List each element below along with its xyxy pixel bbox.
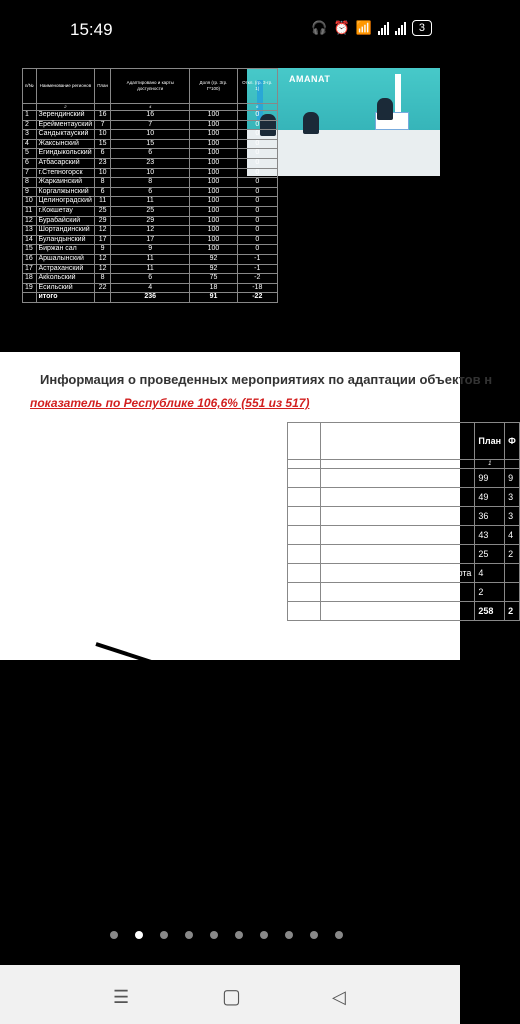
table-cell: 4 <box>288 526 321 545</box>
table-cell: Акkольский <box>36 274 95 284</box>
table-row <box>23 254 278 264</box>
status-icons <box>311 20 432 36</box>
table-cell: 0 <box>237 187 277 197</box>
table-cell: 2 <box>505 545 520 564</box>
table-row <box>23 197 278 207</box>
table-cell: 4 <box>111 283 190 293</box>
table-cell: Буландынский <box>36 235 95 245</box>
page-dot[interactable] <box>210 931 218 939</box>
table-row <box>288 526 520 545</box>
table-cell: 2 <box>23 120 37 130</box>
table-cell: 18 <box>190 283 237 293</box>
table-row <box>23 216 278 226</box>
table-row <box>288 507 520 526</box>
table-cell: 6 <box>23 158 37 168</box>
table-cell: 7 <box>288 583 321 602</box>
table-cell: 12 <box>95 264 111 274</box>
table-cell: 12 <box>95 226 111 236</box>
page-dot[interactable] <box>285 931 293 939</box>
table-cell: 8 <box>95 178 111 188</box>
page-dot[interactable] <box>110 931 118 939</box>
table-row <box>288 583 520 602</box>
table-cell: 4 <box>23 139 37 149</box>
total-cell: 2 <box>505 602 520 621</box>
table-cell: Бурабайский <box>36 216 95 226</box>
table-cell: 100 <box>190 130 237 140</box>
table-cell: 6 <box>95 149 111 159</box>
table-cell: 75 <box>190 274 237 284</box>
table-cell: 0 <box>237 149 277 159</box>
table-cell: 29 <box>111 216 190 226</box>
table-cell: Управление культуры <box>320 545 475 564</box>
table-cell: Зерендинский <box>36 111 95 121</box>
regions-index-cell <box>190 104 237 111</box>
table-row <box>23 158 278 168</box>
regions-header-1: Наименование регионов <box>36 69 95 104</box>
table-cell: 25 <box>111 206 190 216</box>
menu-icon[interactable]: ☰ <box>113 987 130 1007</box>
table-cell: Объекты социальной защиты <box>320 583 475 602</box>
table-cell: Управление физ.культуры и спорта <box>320 564 475 583</box>
table-cell: 25 <box>95 206 111 216</box>
table-cell: 16 <box>111 111 190 121</box>
table-cell: 0 <box>237 226 277 236</box>
table-cell: 0 <box>237 111 277 121</box>
table-cell: 8 <box>95 274 111 284</box>
table-cell: 15 <box>95 139 111 149</box>
table-cell: 12 <box>23 216 37 226</box>
table-cell: 3 <box>505 507 520 526</box>
page-dot[interactable] <box>235 931 243 939</box>
page-indicator <box>110 931 343 939</box>
total-cell: Итого <box>320 602 475 621</box>
table-cell: 11 <box>111 197 190 207</box>
table-cell: -18 <box>237 283 277 293</box>
table-cell: Астраханский <box>36 264 95 274</box>
table-cell: 1 <box>23 111 37 121</box>
table-cell: Жаркаинский <box>36 178 95 188</box>
table-cell: 0 <box>237 178 277 188</box>
table-cell: Управление образования <box>320 469 475 488</box>
table-cell: 6 <box>288 564 321 583</box>
total-cell <box>288 602 321 621</box>
table-row <box>23 111 278 121</box>
table-row <box>23 235 278 245</box>
table-cell: 100 <box>190 235 237 245</box>
table-cell: Сандыктауский <box>36 130 95 140</box>
signal-1-icon <box>378 21 389 35</box>
table-cell: 15 <box>23 245 37 255</box>
table-cell: Ерейментауский <box>36 120 95 130</box>
table-cell: 6 <box>111 187 190 197</box>
sectors-header-2: План <box>475 423 505 460</box>
table-cell: 100 <box>190 139 237 149</box>
table-cell: 9 <box>23 187 37 197</box>
table-cell: 9 <box>111 245 190 255</box>
sectors-index-cell <box>505 460 520 469</box>
regions-header-5: Откл. (гр. 3-гр. 1) <box>237 69 277 104</box>
back-icon[interactable]: ◁ <box>332 987 346 1007</box>
table-row <box>23 120 278 130</box>
table-cell: 5 <box>23 149 37 159</box>
table-cell: 0 <box>237 158 277 168</box>
table-cell: 0 <box>237 216 277 226</box>
table-cell: 0 <box>237 235 277 245</box>
table-cell: 0 <box>237 120 277 130</box>
table-cell: Коргалжынский <box>36 187 95 197</box>
table-cell: Егиндыкольский <box>36 149 95 159</box>
table-cell: 100 <box>190 226 237 236</box>
regions-index-cell: 2 <box>36 104 95 111</box>
page-dot[interactable] <box>335 931 343 939</box>
table-cell: Есильский <box>36 283 95 293</box>
table-cell: 3 <box>288 507 321 526</box>
sectors-header-0: п/п № <box>288 423 321 460</box>
table-cell: Жаксынский <box>36 139 95 149</box>
page-dot[interactable] <box>185 931 193 939</box>
regions-header-2: План <box>95 69 111 104</box>
total-cell <box>95 293 111 303</box>
table-cell: 11 <box>111 254 190 264</box>
table-cell: 11 <box>23 206 37 216</box>
table-cell: 3 <box>23 130 37 140</box>
total-cell: итого <box>36 293 95 303</box>
table-cell: г.Степногорск <box>36 168 95 178</box>
regions-index-row <box>23 104 278 111</box>
table-cell: 0 <box>237 245 277 255</box>
table-cell: 14 <box>23 235 37 245</box>
table-cell: 15 <box>111 139 190 149</box>
table-cell: 7 <box>111 120 190 130</box>
sectors-index-cell: 1 <box>475 460 505 469</box>
table-cell: 2 <box>288 488 321 507</box>
table-cell: 8 <box>23 178 37 188</box>
table-cell: 25 <box>475 545 505 564</box>
person-2 <box>303 112 319 134</box>
page-dot[interactable] <box>135 931 143 939</box>
sectors-index-cell: А <box>288 460 321 469</box>
sectors-index-cell: Б <box>320 460 475 469</box>
table-cell: 9 <box>95 245 111 255</box>
slide-subtitle-text: показатель по Республике 106,6% (551 из 517) <box>30 396 310 410</box>
sectors-index-row <box>288 460 520 469</box>
regions-table <box>22 68 278 303</box>
table-cell: 100 <box>190 197 237 207</box>
slide-subtitle <box>30 396 309 410</box>
table-cell: 6 <box>111 149 190 159</box>
table-row <box>23 245 278 255</box>
page-dot[interactable] <box>160 931 168 939</box>
status-time: 15:49 <box>70 20 113 39</box>
table-cell: 100 <box>190 178 237 188</box>
flag-right <box>395 74 401 114</box>
table-cell: Управление здравоохранения <box>320 488 475 507</box>
table-cell: 0 <box>237 168 277 178</box>
page-dot[interactable] <box>260 931 268 939</box>
status-bar <box>0 0 460 60</box>
sectors-header-1: Наименование отраслей <box>320 423 475 460</box>
table-cell: 4 <box>505 526 520 545</box>
table-row <box>23 274 278 284</box>
table-cell: 10 <box>95 168 111 178</box>
battery-icon: 3 <box>412 20 432 36</box>
table-cell <box>505 564 520 583</box>
table-cell: -2 <box>237 274 277 284</box>
table-cell: 22 <box>95 283 111 293</box>
table-cell: 10 <box>111 168 190 178</box>
table-cell: 100 <box>190 168 237 178</box>
table-cell: 11 <box>111 264 190 274</box>
regions-index-cell: 4 <box>111 104 190 111</box>
home-icon[interactable]: ▢ <box>222 986 241 1008</box>
table-cell: 10 <box>23 197 37 207</box>
table-cell: 36 <box>475 507 505 526</box>
table-cell: 100 <box>190 187 237 197</box>
table-cell: 9 <box>505 469 520 488</box>
table-row <box>23 283 278 293</box>
table-row <box>23 264 278 274</box>
table-cell: 10 <box>111 130 190 140</box>
table-cell: 29 <box>95 216 111 226</box>
total-cell <box>23 293 37 303</box>
table-cell: 8 <box>111 178 190 188</box>
table-cell: 7 <box>95 120 111 130</box>
table-row <box>288 564 520 583</box>
person-3 <box>377 98 393 120</box>
table-cell: 99 <box>475 469 505 488</box>
regions-index-cell <box>23 104 37 111</box>
table-cell: 23 <box>95 158 111 168</box>
table-row <box>23 178 278 188</box>
table-cell: 16 <box>95 111 111 121</box>
table-cell: -1 <box>237 264 277 274</box>
table-cell: Госуправление <box>320 507 475 526</box>
table-row <box>288 545 520 564</box>
table-cell: 19 <box>23 283 37 293</box>
regions-header-3: Адаптировано и карты доступности <box>111 69 190 104</box>
table-cell: 1 <box>288 469 321 488</box>
table-cell: 6 <box>111 274 190 284</box>
table-cell: 92 <box>190 264 237 274</box>
logo-text: AMANAT <box>289 74 331 84</box>
table-row <box>23 130 278 140</box>
table-cell: 0 <box>237 130 277 140</box>
table-cell: 5 <box>288 545 321 564</box>
table-cell: 92 <box>190 254 237 264</box>
table-cell: 4 <box>475 564 505 583</box>
sectors-header-3: Ф <box>505 423 520 460</box>
table-cell: 100 <box>190 120 237 130</box>
table-cell: 100 <box>190 149 237 159</box>
wifi-icon: 📶 <box>355 20 372 35</box>
table-row <box>23 187 278 197</box>
table-cell: 0 <box>237 197 277 207</box>
sectors-table <box>287 422 520 621</box>
table-cell: 18 <box>23 274 37 284</box>
table-cell: -1 <box>237 254 277 264</box>
table-cell: 100 <box>190 206 237 216</box>
table-cell: 16 <box>23 254 37 264</box>
table-cell: 11 <box>95 197 111 207</box>
table-cell: 17 <box>23 264 37 274</box>
table-cell: Аршалынский <box>36 254 95 264</box>
regions-index-cell <box>95 104 111 111</box>
navigation-bar <box>0 965 460 1024</box>
table-row <box>23 206 278 216</box>
table-cell: Шортандинский <box>36 226 95 236</box>
total-cell: 236 <box>111 293 190 303</box>
table-cell: г.Кокшетау <box>36 206 95 216</box>
regions-index-cell: 6 <box>237 104 277 111</box>
table-cell: 10 <box>95 130 111 140</box>
table-row <box>23 149 278 159</box>
table-cell: Целиноградский <box>36 197 95 207</box>
table-row <box>23 139 278 149</box>
sectors-total-row <box>288 602 520 621</box>
table-cell: 49 <box>475 488 505 507</box>
table-cell: 13 <box>23 226 37 236</box>
table-cell <box>505 583 520 602</box>
table-cell: 43 <box>475 526 505 545</box>
regions-header-4: Доля (гр. 3гр. Г*100) <box>190 69 237 104</box>
total-cell: 258 <box>475 602 505 621</box>
table-cell: 0 <box>237 206 277 216</box>
page-dot[interactable] <box>310 931 318 939</box>
table-cell: 12 <box>95 254 111 264</box>
table-cell: 17 <box>111 235 190 245</box>
table-cell: Прочие <box>320 526 475 545</box>
total-cell: 91 <box>190 293 237 303</box>
slide-title: Информация о проведенных мероприятиях по адаптации объектов н <box>40 372 493 387</box>
total-cell: -22 <box>237 293 277 303</box>
table-cell: Атбасарский <box>36 158 95 168</box>
table-row <box>23 168 278 178</box>
table-cell: 100 <box>190 245 237 255</box>
alarm-icon: ⏰ <box>333 20 350 35</box>
table-cell: 12 <box>111 226 190 236</box>
table-row <box>288 469 520 488</box>
table-cell: 6 <box>95 187 111 197</box>
table-cell: 0 <box>237 139 277 149</box>
table-cell: 100 <box>190 111 237 121</box>
table-cell: 100 <box>190 216 237 226</box>
table-cell: 3 <box>505 488 520 507</box>
regions-header-0: п/№ <box>23 69 37 104</box>
table-cell: 2 <box>475 583 505 602</box>
signal-2-icon <box>395 21 406 35</box>
table-row <box>23 226 278 236</box>
table-cell: 23 <box>111 158 190 168</box>
table-cell: 7 <box>23 168 37 178</box>
table-row <box>288 488 520 507</box>
table-cell: 100 <box>190 158 237 168</box>
table-cell: Биржан сал <box>36 245 95 255</box>
headphones-icon: 🎧 <box>311 20 328 35</box>
regions-total-row <box>23 293 278 303</box>
table-cell: 17 <box>95 235 111 245</box>
